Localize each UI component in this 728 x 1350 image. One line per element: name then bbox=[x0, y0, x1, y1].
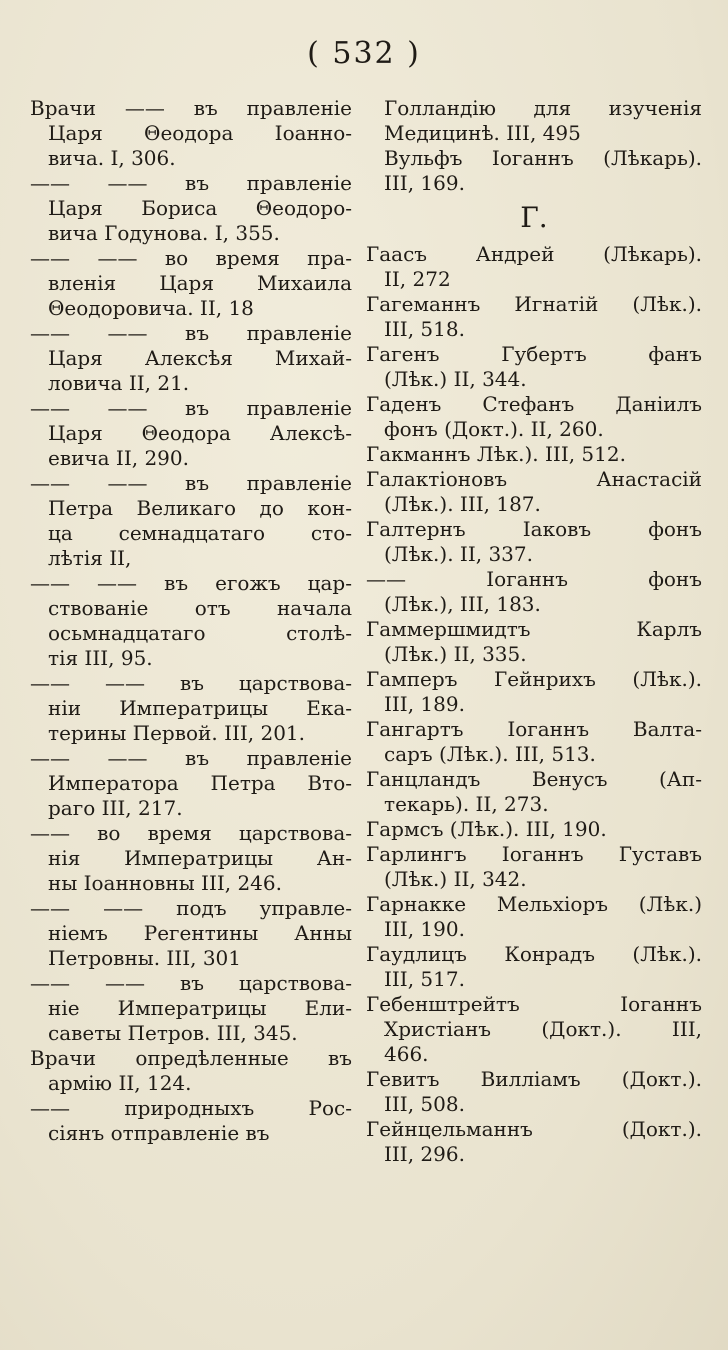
entry-heading-line: Гевитъ Вилліамъ (Докт.). bbox=[366, 1067, 702, 1091]
index-entry bbox=[366, 667, 702, 717]
index-entry bbox=[366, 242, 702, 292]
right-column-entries bbox=[366, 242, 702, 1167]
entry-heading-line: Гагенъ Губертъ фанъ bbox=[366, 342, 702, 366]
index-entry bbox=[366, 942, 702, 992]
entry-heading-line: —— —— подъ управле- bbox=[30, 896, 352, 920]
entry-continuation-line: Петровны. III, 301 bbox=[48, 946, 241, 970]
entry-heading-line: Галтернъ Іаковъ фонъ bbox=[366, 517, 702, 541]
entry-continuation-line: ніемъ Регентины Анны bbox=[48, 921, 352, 945]
entry-continuation-line: Петра Великаго до кон- bbox=[48, 496, 352, 520]
entry-continuation-line: раго III, 217. bbox=[48, 796, 183, 820]
entry-continuation-line: (Лѣк.). III, 187. bbox=[384, 492, 541, 516]
entry-continuation-line: III, 508. bbox=[384, 1092, 465, 1116]
entry-continuation-line: Царя Θеодора Іоанно- bbox=[48, 121, 352, 145]
entry-heading-line: —— во время царствова- bbox=[30, 821, 352, 845]
entry-continuation-line: III, 169. bbox=[384, 171, 465, 195]
index-entry bbox=[366, 567, 702, 617]
index-entry bbox=[366, 1117, 702, 1167]
entry-heading-line: —— —— въ царствова- bbox=[30, 671, 352, 695]
entry-heading-line: Гакманнъ Лѣк.). III, 512. bbox=[366, 442, 626, 466]
entry-heading-line: Врачи —— въ правленіе bbox=[30, 96, 352, 120]
entry-heading-line: Гаммершмидтъ Карлъ bbox=[366, 617, 702, 641]
entry-heading-line: —— —— въ егожъ цар- bbox=[30, 571, 352, 595]
page-number: ( 532 ) bbox=[307, 36, 421, 71]
right-column-continuation bbox=[366, 96, 702, 196]
entry-continuation-line: армію II, 124. bbox=[48, 1071, 192, 1095]
entry-continuation-line: нія Императрицы Ан- bbox=[48, 846, 352, 870]
entry-heading-line: —— —— въ царствова- bbox=[30, 971, 352, 995]
section-letter: Г. bbox=[520, 201, 548, 234]
entry-continuation-line: Царя Бориса Θеодоро- bbox=[48, 196, 352, 220]
entry-continuation-line: саръ (Лѣк.). III, 513. bbox=[384, 742, 596, 766]
index-entry bbox=[366, 392, 702, 442]
right-column bbox=[366, 96, 702, 1167]
index-entry bbox=[366, 717, 702, 767]
entry-heading-line: —— природныхъ Рос- bbox=[30, 1096, 352, 1120]
entry-continuation-line: вича Годунова. I, 355. bbox=[48, 221, 280, 245]
entry-heading-line: Гангартъ Іоганнъ Валта- bbox=[366, 717, 702, 741]
entry-heading-line: —— —— во время пра- bbox=[30, 246, 352, 270]
entry-continuation-line: III, 189. bbox=[384, 692, 465, 716]
index-entry bbox=[366, 292, 702, 342]
index-entry bbox=[366, 1067, 702, 1117]
entry-continuation-line: Царя Алексѣя Михай- bbox=[48, 346, 352, 370]
index-entry bbox=[366, 442, 702, 467]
entry-heading-line: Врачи опредѣленные въ bbox=[30, 1046, 352, 1070]
entry-continuation-line: ствованіе отъ начала bbox=[48, 596, 352, 620]
index-entry bbox=[30, 1046, 352, 1096]
entry-continuation-line: осьмнадцатаго столѣ- bbox=[48, 621, 352, 645]
index-entry bbox=[366, 342, 702, 392]
entry-heading-line: Гармсъ (Лѣк.). III, 190. bbox=[366, 817, 607, 841]
entry-heading-line: Гагеманнъ Игнатій (Лѣк.). bbox=[366, 292, 702, 316]
entry-continuation-line: Θеодоровича. II, 18 bbox=[48, 296, 254, 320]
index-entry bbox=[30, 896, 352, 971]
index-entry bbox=[366, 146, 702, 196]
entry-continuation-line: III, 517. bbox=[384, 967, 465, 991]
index-entry bbox=[30, 321, 352, 396]
entry-continuation-line: 466. bbox=[384, 1042, 429, 1066]
entry-continuation-line: Царя Θеодора Алексѣ- bbox=[48, 421, 352, 445]
entry-continuation-line: текарь). II, 273. bbox=[384, 792, 549, 816]
entry-heading-line: —— —— въ правленіе bbox=[30, 396, 352, 420]
index-entry bbox=[30, 396, 352, 471]
entry-continuation-line: евича II, 290. bbox=[48, 446, 189, 470]
entry-continuation-line: Христіанъ (Докт.). III, bbox=[384, 1017, 702, 1041]
entry-continuation-line: ніи Императрицы Ека- bbox=[48, 696, 352, 720]
index-entry bbox=[30, 971, 352, 1046]
entry-continuation-line: ловича II, 21. bbox=[48, 371, 190, 395]
entry-heading-line: —— —— въ правленіе bbox=[30, 471, 352, 495]
entry-heading-line: Гаасъ Андрей (Лѣкарь). bbox=[366, 242, 702, 266]
entry-continuation-line: саветы Петров. III, 345. bbox=[48, 1021, 298, 1045]
entry-continuation-line: ніе Императрицы Ели- bbox=[48, 996, 352, 1020]
entry-heading-line: Гаденъ Стефанъ Даніилъ bbox=[366, 392, 702, 416]
index-entry bbox=[366, 767, 702, 817]
entry-heading-line: Гейнцельманнъ (Докт.). bbox=[366, 1117, 702, 1141]
entry-heading-line: —— Іоганнъ фонъ bbox=[366, 567, 702, 591]
entry-heading-line: Галактіоновъ Анастасій bbox=[366, 467, 702, 491]
index-entry bbox=[366, 467, 702, 517]
index-entry bbox=[366, 842, 702, 892]
index-entry bbox=[30, 821, 352, 896]
entry-continuation-line: II, 272 bbox=[384, 267, 451, 291]
index-entry bbox=[366, 96, 702, 146]
index-entry bbox=[30, 471, 352, 571]
entry-heading-line: Гаудлицъ Конрадъ (Лѣк.). bbox=[366, 942, 702, 966]
entry-continuation-line: III, 296. bbox=[384, 1142, 465, 1166]
index-entry bbox=[30, 171, 352, 246]
entry-continuation-line: сіянъ отправленіе въ bbox=[48, 1121, 270, 1145]
entry-continuation-line: (Лѣк.) II, 344. bbox=[384, 367, 527, 391]
entry-heading-line: Ганцландъ Венусъ (Ап- bbox=[366, 767, 702, 791]
index-entry bbox=[30, 571, 352, 671]
entry-heading-line: Голландію для изученія bbox=[384, 96, 702, 120]
entry-heading-line: Гарлингъ Іоганнъ Густавъ bbox=[366, 842, 702, 866]
entry-heading-line: —— —— въ правленіе bbox=[30, 746, 352, 770]
entry-continuation-line: Императора Петра Вто- bbox=[48, 771, 352, 795]
index-entry bbox=[366, 892, 702, 942]
index-entry bbox=[30, 671, 352, 746]
entry-heading-line: —— —— въ правленіе bbox=[30, 321, 352, 345]
index-entry bbox=[30, 1096, 352, 1146]
entry-heading-line: Гарнакке Мельхіоръ (Лѣк.) bbox=[366, 892, 702, 916]
entry-continuation-line: терины Первой. III, 201. bbox=[48, 721, 306, 745]
index-entry bbox=[30, 96, 352, 171]
entry-continuation-line: III, 518. bbox=[384, 317, 465, 341]
index-entry bbox=[366, 817, 702, 842]
index-entry bbox=[30, 246, 352, 321]
entry-continuation-line: Медицинѣ. III, 495 bbox=[384, 121, 581, 145]
index-entry bbox=[366, 517, 702, 567]
entry-continuation-line: (Лѣк.) II, 342. bbox=[384, 867, 527, 891]
index-entry bbox=[30, 746, 352, 821]
entry-continuation-line: вича. I, 306. bbox=[48, 146, 176, 170]
left-column bbox=[30, 96, 352, 1146]
entry-continuation-line: (Лѣк.) II, 335. bbox=[384, 642, 527, 666]
entry-continuation-line: лѣтія II, bbox=[48, 546, 132, 570]
index-entry bbox=[366, 617, 702, 667]
index-entry bbox=[366, 992, 702, 1067]
entry-continuation-line: ны Іоанновны III, 246. bbox=[48, 871, 282, 895]
entry-continuation-line: (Лѣк.), III, 183. bbox=[384, 592, 541, 616]
entry-heading-line: Вульфъ Іоганнъ (Лѣкарь). bbox=[384, 146, 702, 170]
entry-continuation-line: III, 190. bbox=[384, 917, 465, 941]
entry-heading-line: Гамперъ Гейнрихъ (Лѣк.). bbox=[366, 667, 702, 691]
entry-continuation-line: ца семнадцатаго сто- bbox=[48, 521, 352, 545]
entry-heading-line: —— —— въ правленіе bbox=[30, 171, 352, 195]
entry-continuation-line: тія III, 95. bbox=[48, 646, 153, 670]
entry-continuation-line: вленія Царя Михаила bbox=[48, 271, 352, 295]
entry-heading-line: Гебенштрейтъ Іоганнъ bbox=[366, 992, 702, 1016]
entry-continuation-line: фонъ (Докт.). II, 260. bbox=[384, 417, 604, 441]
entry-continuation-line: (Лѣк.). II, 337. bbox=[384, 542, 533, 566]
